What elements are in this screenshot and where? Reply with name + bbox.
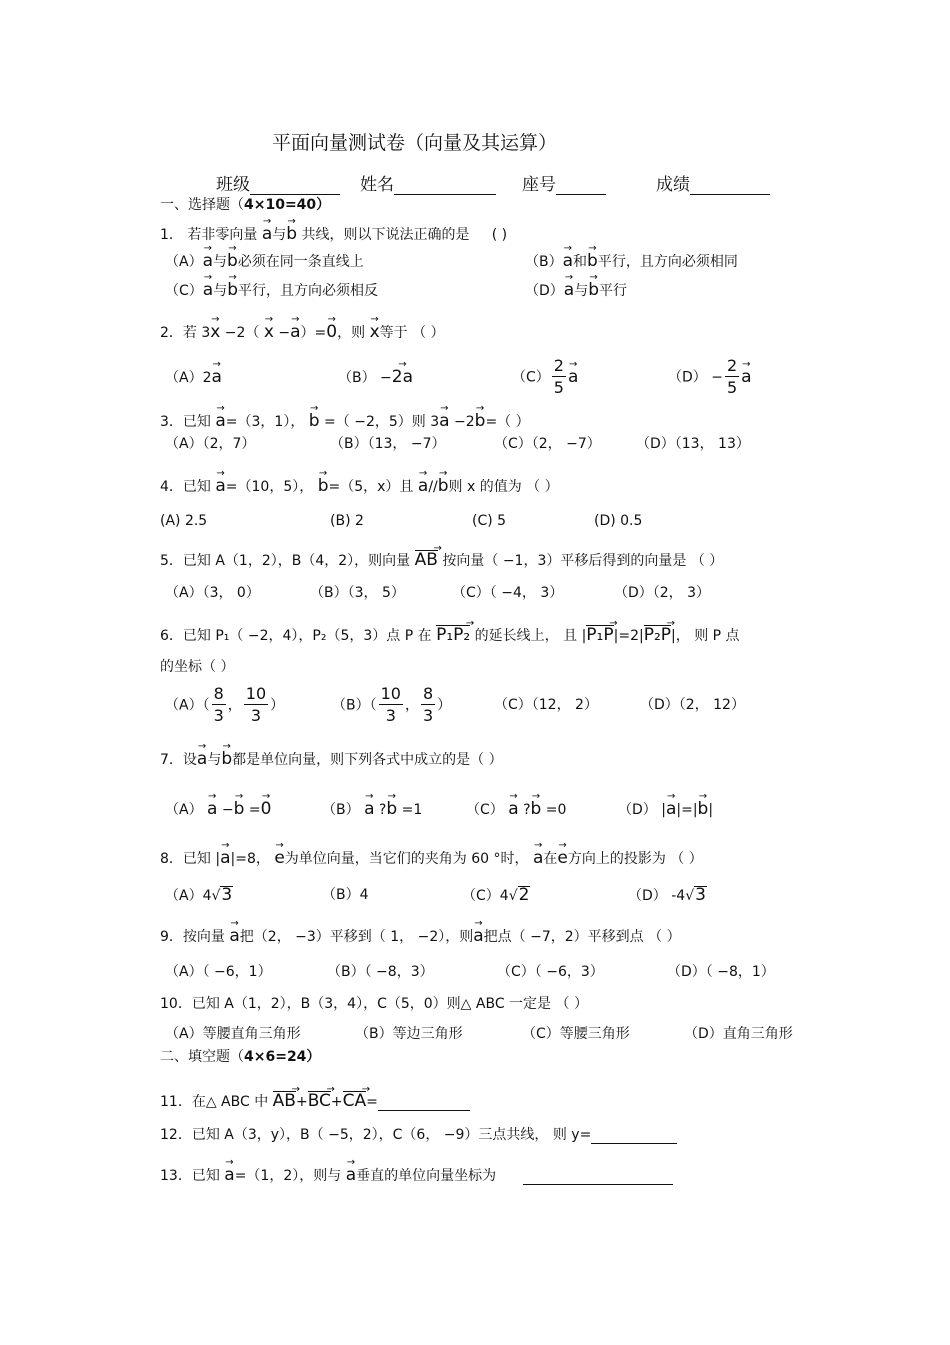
question-6-option-c[interactable]: （C）（12， 2） — [494, 697, 598, 713]
question-11: 11．在△ ABC 中 AB →+BC →+CA →= — [160, 1091, 470, 1111]
question-8-option-c[interactable]: （C）4√2 — [462, 885, 530, 905]
question-12-answer-blank[interactable] — [591, 1127, 677, 1144]
question-1-option-b[interactable]: （B）→ a和→ b平行，且方向必须相同 — [525, 252, 738, 271]
question-3-option-a[interactable]: （A）（2，7） — [165, 436, 256, 452]
question-5-option-d[interactable]: （D）（2， 3） — [614, 585, 711, 601]
question-1-option-a[interactable]: （A）→ a与→ b必须在同一条直线上 — [165, 252, 364, 271]
question-9-option-d[interactable]: （D）（ −8，1） — [667, 964, 775, 980]
score-field[interactable] — [656, 170, 770, 195]
question-8-option-a[interactable]: （A）4√3 — [165, 885, 233, 905]
question-13: 13．已知 → a=（1，2），则与 → a垂直的单位向量坐标为 — [160, 1166, 673, 1185]
question-10-option-b[interactable]: （B）等边三角形 — [355, 1026, 463, 1042]
question-12: 12．已知 A（3，y），B（ −5，2），C（6， −9）三点共线， 则 y= — [160, 1126, 677, 1144]
question-1: 1． 若非零向量 → a与→ b 共线，则以下说法正确的是 ( ) — [160, 225, 507, 244]
question-10-option-d[interactable]: （D）直角三角形 — [684, 1026, 793, 1042]
question-8: 8．已知 |→ a|=8， → e为单位向量，当它们的夹角为 60 °时， → a在→ e方向上的投影为 （ ） — [160, 849, 703, 868]
question-8-option-d[interactable]: （D） -4√3 — [628, 885, 706, 905]
question-6-line-2: 的坐标（ ） — [160, 659, 235, 675]
class-label: 班级 — [216, 175, 250, 195]
question-4-option-b[interactable]: (B) 2 — [330, 513, 364, 529]
question-7-option-c[interactable]: （C） → a ?→ b =0 — [466, 800, 566, 819]
question-6-option-b[interactable]: （B）（ $\frac{10}{3}$ ， $\frac{8}{3}$ ） — [332, 684, 452, 725]
question-9: 9．按向量 → a把（2， −3）平移到（ 1， −2），则→ a把点（ −7，2）平移到点 （ ） — [160, 927, 681, 946]
question-5: 5．已知 A（1，2），B（4，2），则向量 AB → 按向量（ −1，3）平移后得到的向量是 （ ） — [160, 550, 723, 570]
question-9-option-c[interactable]: （C）（ −6，3） — [497, 964, 604, 980]
question-8-option-b[interactable]: （B）4 — [322, 887, 369, 903]
question-5-option-c[interactable]: （C）（ −4， 3） — [452, 585, 564, 601]
question-6-option-d[interactable]: （D）（2， 12） — [640, 697, 745, 713]
seat-label: 座号 — [522, 175, 556, 195]
question-2: 2．若 3→ x −2（ → x −→ a）=→ 0，则 → x等于 （ ） — [160, 323, 445, 342]
question-3-option-c[interactable]: （C）（2， −7） — [494, 436, 601, 452]
question-6-option-a[interactable]: （A）（ $\frac{8}{3}$ ， $\frac{10}{3}$ ） — [165, 684, 285, 725]
question-13-answer-blank[interactable] — [523, 1168, 673, 1185]
name-field[interactable] — [360, 170, 496, 195]
question-4-option-c[interactable]: (C) 5 — [472, 513, 507, 529]
question-10: 10．已知 A（1，2），B（3，4），C（5，0）则△ ABC 一定是 （ ） — [160, 996, 588, 1012]
question-5-option-b[interactable]: （B）（3， 5） — [310, 585, 405, 601]
name-label: 姓名 — [360, 175, 394, 195]
question-7-option-d[interactable]: （D） |→ a|=|→ b| — [618, 800, 713, 819]
question-2-option-c[interactable]: （C） $\frac{2}{5}$ → a — [512, 356, 578, 399]
question-4: 4．已知 → a=（10，5）， → b=（5，x）且 → a//→ b则 x 的值为 （ ） — [160, 477, 559, 496]
seat-field[interactable] — [522, 170, 606, 195]
question-9-option-b[interactable]: （B）（ −8，3） — [327, 964, 434, 980]
question-7-option-a[interactable]: （A） → a −→ b =→ 0 — [165, 800, 271, 819]
question-1-option-d[interactable]: （D）→ a与→ b平行 — [525, 281, 627, 300]
question-4-option-a[interactable]: (A) 2.5 — [160, 513, 208, 529]
class-field[interactable] — [216, 170, 340, 195]
question-7-option-b[interactable]: （B） → a ?→ b =1 — [322, 800, 422, 819]
question-2-option-a[interactable]: （A）2→ a — [165, 368, 222, 387]
question-10-option-a[interactable]: （A）等腰直角三角形 — [165, 1026, 301, 1042]
score-label: 成绩 — [656, 175, 690, 195]
question-2-option-d[interactable]: （D） − $\frac{2}{5}$ → a — [668, 356, 752, 399]
question-6: 6．已知 P₁（ −2，4），P₂（5，3）点 P 在 P₁P₂ → 的延长线上， 且 |P₁P →|=2|P₂P →|， 则 P 点 — [160, 625, 740, 645]
question-7: 7．设→ a与→ b都是单位向量，则下列各式中成立的是（ ） — [160, 750, 503, 769]
question-3-option-d[interactable]: （D）（13， 13） — [636, 436, 750, 452]
question-3: 3．已知 → a=（3，1）， → b =（ −2，5）则 3→ a −2→ b=（ ） — [160, 412, 530, 431]
page-title: 平面向量测试卷（向量及其运算） — [272, 132, 558, 154]
section-2-heading: 二、填空题（4×6=24） — [160, 1049, 321, 1065]
question-1-option-c[interactable]: （C）→ a与→ b平行，且方向必须相反 — [165, 281, 378, 300]
question-11-answer-blank[interactable] — [378, 1094, 470, 1111]
question-2-option-b[interactable]: （B） −→ 2a — [338, 368, 413, 387]
question-4-option-d[interactable]: (D) 0.5 — [594, 513, 643, 529]
question-10-option-c[interactable]: （C）等腰三角形 — [522, 1026, 630, 1042]
question-3-option-b[interactable]: （B）（13， −7） — [330, 436, 446, 452]
question-9-option-a[interactable]: （A）（ −6，1） — [165, 964, 272, 980]
question-5-option-a[interactable]: （A）（3， 0） — [165, 585, 260, 601]
section-1-heading: 一、选择题（4×10=40） — [160, 197, 331, 213]
